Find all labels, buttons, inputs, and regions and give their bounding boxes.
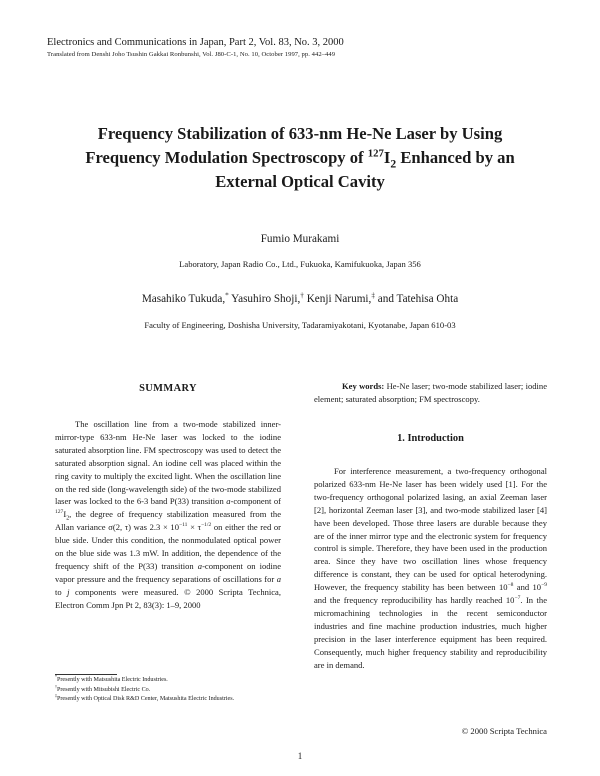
journal-citation: Electronics and Communications in Japan, Part 2, Vol. 83, No. 3, 2000 bbox=[47, 37, 344, 48]
author-affiliation: Laboratory, Japan Radio Co., Ltd., Fukuoka, Kamifukuoka, Japan 356 bbox=[179, 259, 421, 269]
page-number: 1 bbox=[297, 751, 303, 761]
footnotes bbox=[55, 673, 285, 705]
copyright-notice: © 2000 Scripta Technica bbox=[461, 726, 547, 736]
title-line-1: Frequency Stabilization of 633-nm He-Ne Laser by Using bbox=[97, 124, 503, 143]
summary-heading: SUMMARY bbox=[139, 383, 197, 394]
summary-abstract: The oscillation line from a two-mode stabilized inner-mirror-type 633-nm He-Ne laser was locked to the iodine saturated absorption line. FM spectroscopy was used to detect the saturated absorption signal. An iodine cell was placed within the ring cavity to multiply the excited light. When the oscillation line on the red side (long-wavelength side) of the two-mode stabilized laser was locked to the 6-3 band P(33) transition a-component of $^{127}I_2$, the degree of frequency stabilization measured from the Allan variance σ(2, τ) was $2.3 \times 10^{-11} \times \tau^{-1/2}$ on either the red or blue side. Under this condition, the nonmodulated optical power on the blue side was 1.3 mW. In addition, the dependence of the frequency shift of the P(33) transition a-component on iodine vapor pressure and the frequency separations of oscillations for a to j components were measured. © 2000 Scripta Technica, Electron Comm Jpn Pt 2, 83(3): 1–9, 2000 bbox=[55, 419, 281, 610]
footnote-3: ‡Presently with Optical Disk R&D Center, Matsushita Electric Industries. bbox=[55, 692, 235, 702]
author-name: Fumio Murakami bbox=[260, 233, 340, 245]
coauthor-list: Masahiko Tukuda,* Yasuhiro Shoji,† Kenji Narumi,‡ and Tatehisa Ohta bbox=[141, 291, 459, 305]
title-line-2: Frequency Modulation Spectroscopy of $^{127}I_2$ Enhanced by an bbox=[85, 147, 515, 171]
title-line-3: External Optical Cavity bbox=[215, 172, 385, 191]
footnote-1: *Presently with Matsushita Electric Industries. bbox=[55, 673, 168, 683]
paper-title bbox=[40, 122, 560, 194]
section-heading-introduction: 1. Introduction bbox=[397, 433, 464, 444]
footnote-divider bbox=[55, 674, 117, 675]
footnote-2: †Presently with Mitsubishi Electric Co. bbox=[55, 683, 151, 693]
coauthor-affiliation: Faculty of Engineering, Doshisha University, Tadaramiyakotani, Kyotanabe, Japan 610-03 bbox=[144, 320, 456, 330]
keywords: Key words: He-Ne laser; two-mode stabilized laser; iodine element; saturated absorption; FM spectroscopy. bbox=[314, 381, 547, 404]
translation-note: Translated from Denshi Joho Tsushin Gakkai Ronbunshi, Vol. J80-C-1, No. 10, October 1997, pp. 442–449 bbox=[47, 51, 336, 58]
introduction-text: For interference measurement, a two-frequency orthogonal polarized 633-nm He-Ne laser has been widely used [1]. For the two-frequency orthogonal polarized lasing, an axial Zeeman laser [2], horizontal Zeeman laser [3], and two-mode stabilized laser [4] have been developed. Those three lasers are durable because they are of the inner mirror type and the electronic system for frequency control is simple. Therefore, they have been used in the production area. Since they have two oscillation lines whose frequency difference is constant, they can be used for optical heterodyning. However, the frequency stability has been between $10^{-8}$ and $10^{-9}$ and the frequency reproducibility has hardly reached $10^{-7}$. In the micromachining technologies in the recent semiconductor industries and fine machine production industries, much higher precision in the laser interference equipment has been required. Consequently, much higher frequency stability and reproducibility are in demand. bbox=[314, 466, 547, 670]
